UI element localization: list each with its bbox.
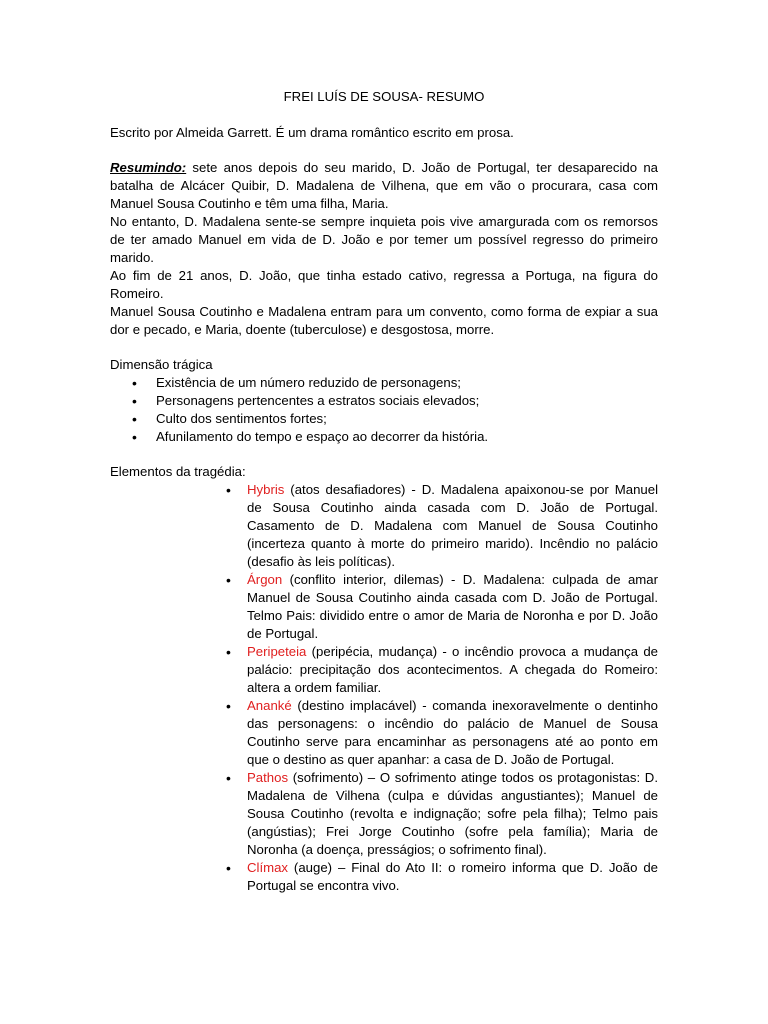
tragic-dimension-list bbox=[110, 374, 658, 446]
tragedy-elements-list bbox=[110, 481, 658, 895]
element-description: (sofrimento) – O sofrimento atinge todos os protagonistas: D. Madalena de Vilhena (culpa e dúvidas angustiantes); Manuel de Sousa Coutinho (revolta e indignação; sofre pela filha); Telmo pais (angústias); Frei Jorge Coutinho (sofre pela família); Maria de Noronha (a doença, presságios; o sofrimento final). bbox=[247, 770, 658, 857]
element-description: (conflito interior, dilemas) - D. Madalena: culpada de amar Manuel de Sousa Coutinho ainda casada com D. João de Portugal. Telmo Pais: dividido entre o amor de Maria de Noronha e por D. João de Portugal. bbox=[247, 572, 658, 641]
tragedy-elements-section bbox=[110, 463, 658, 895]
tragic-item: • Culto dos sentimentos fortes; bbox=[110, 410, 658, 428]
tragic-item: • Personagens pertencentes a estratos sociais elevados; bbox=[110, 392, 658, 410]
element-item-pathos bbox=[247, 769, 658, 859]
element-term: Árgon bbox=[247, 572, 283, 587]
summary-paragraph-3: Ao fim de 21 anos, D. João, que tinha estado cativo, regressa a Portuga, na figura do Romeiro. bbox=[110, 268, 658, 301]
element-term: Hybris bbox=[247, 482, 285, 497]
tragic-dimension-heading: Dimensão trágica bbox=[110, 357, 213, 372]
element-item-peripeteia bbox=[247, 643, 658, 697]
summary-paragraph-4: Manuel Sousa Coutinho e Madalena entram para um convento, como forma de expiar a sua dor e pecado, e Maria, doente (tuberculose) e desgostosa, morre. bbox=[110, 304, 658, 337]
element-description: (destino implacável) - comanda inexoravelmente o dentinho das personagens: o incêndio do palácio de Manuel de Sousa Coutinho serve para encaminhar as personagens até ao ponto em que o destino as quer apanhar: a casa de D. João de Portugal. bbox=[247, 698, 658, 767]
summary-paragraph-1 bbox=[110, 159, 658, 213]
summary-text-1: sete anos depois do seu marido, D. João de Portugal, ter desaparecido na batalha de Alcácer Quibir, D. Madalena de Vilhena, que em vão o procurara, casa com Manuel Sousa Coutinho e têm uma filha, Maria. bbox=[110, 160, 658, 211]
summary-section bbox=[110, 159, 658, 339]
element-item-hybris bbox=[247, 481, 658, 571]
element-item-climax bbox=[247, 859, 658, 895]
tragic-item: • Afunilamento do tempo e espaço ao decorrer da história. bbox=[110, 428, 658, 446]
element-term: Ananké bbox=[247, 698, 292, 713]
element-description: (auge) – Final do Ato II: o romeiro informa que D. João de Portugal se encontra vivo. bbox=[247, 860, 658, 893]
element-description: (peripécia, mudança) - o incêndio provoca a mudança de palácio: precipitação dos acontecimentos. A chegada do Romeiro: altera a ordem familiar. bbox=[247, 644, 658, 695]
tragedy-elements-heading: Elementos da tragédia: bbox=[110, 464, 246, 479]
intro-paragraph: Escrito por Almeida Garrett. É um drama romântico escrito em prosa. bbox=[110, 125, 514, 140]
tragic-item: • Existência de um número reduzido de personagens; bbox=[110, 374, 658, 392]
summary-label: Resumindo: bbox=[110, 160, 187, 175]
element-term: Clímax bbox=[247, 860, 289, 875]
element-item-argon bbox=[247, 571, 658, 643]
summary-paragraph-2: No entanto, D. Madalena sente-se sempre inquieta pois vive amargurada com os remorsos de ter amado Manuel em vida de D. João e por temer um possível regresso do primeiro marido. bbox=[110, 214, 658, 265]
element-term: Peripeteia bbox=[247, 644, 307, 659]
element-description: (atos desafiadores) - D. Madalena apaixonou-se por Manuel de Sousa Coutinho ainda casada com D. João de Portugal. Casamento de D. Madalena com Manuel de Sousa Coutinho (incerteza quanto à morte do primeiro marido). Incêndio no palácio (desafio às leis políticas). bbox=[247, 482, 658, 569]
document-title: FREI LUÍS DE SOUSA- RESUMO bbox=[283, 89, 485, 104]
element-term: Pathos bbox=[247, 770, 289, 785]
tragic-dimension-section bbox=[110, 356, 658, 446]
element-item-ananke bbox=[247, 697, 658, 769]
